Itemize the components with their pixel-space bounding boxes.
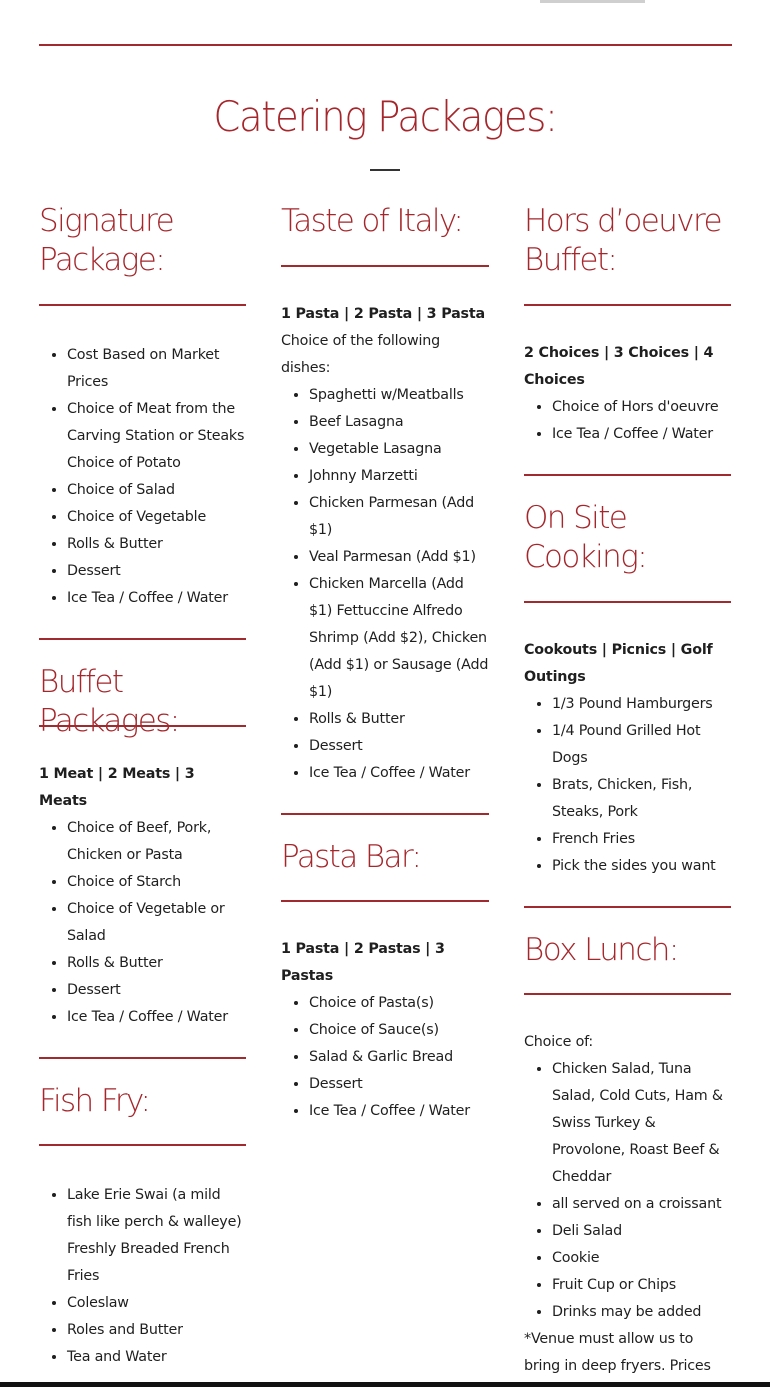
list-item: • Dessert [67, 977, 246, 1004]
list-item: • Vegetable Lasagna [309, 436, 489, 463]
section-rule [39, 1144, 246, 1146]
list-item: • Dessert [309, 733, 489, 760]
fish-fry-item-list [39, 1182, 246, 1371]
list-item: • Choice of Hors d'oeuvre [552, 394, 731, 421]
section-rule [524, 304, 731, 306]
section-rule [281, 265, 489, 267]
list-item: • Beef Lasagna [309, 409, 489, 436]
list-item: • Brats, Chicken, Fish, Steaks, Pork [552, 772, 731, 826]
italy-item-list [281, 382, 489, 787]
section-title-box-lunch: Box Lunch: [524, 932, 678, 968]
hors-item-list [524, 394, 731, 448]
list-item: • Fruit Cup or Chips [552, 1272, 731, 1299]
list-item: • Choice of Starch [67, 869, 246, 896]
list-item: • Deli Salad [552, 1218, 731, 1245]
list-item: • Roles and Butter [67, 1317, 246, 1344]
column-left [39, 200, 246, 1371]
list-item: • Salad & Garlic Bread [309, 1044, 489, 1071]
section-rule [524, 601, 731, 603]
section-rule [39, 1057, 246, 1059]
list-item: • Tea and Water [67, 1344, 246, 1371]
list-item: • Choice of Vegetable [67, 504, 246, 531]
list-item: • Ice Tea / Coffee / Water [309, 760, 489, 787]
list-item: • Choice of Meat from the Carving Station or Steaks Choice of Potato [67, 396, 246, 477]
section-rule [524, 993, 731, 995]
list-item: • Chicken Marcella (Add $1) Fettuccine Alfredo Shrimp (Add $2), Chicken (Add $1) or Sausage (Add $1) [309, 571, 489, 706]
list-item: • Rolls & Butter [67, 531, 246, 558]
hors-options: 2 Choices | 3 Choices | 4 Choices [524, 345, 714, 388]
list-item: • Rolls & Butter [67, 950, 246, 977]
box-lunch-note: *Venue must allow us to bring in deep fryers. Prices [524, 1331, 711, 1374]
italy-options: 1 Pasta | 2 Pasta | 3 Pasta [281, 306, 485, 322]
list-item: • Choice of Beef, Pork, Chicken or Pasta [67, 815, 246, 869]
list-item: • Drinks may be added [552, 1299, 731, 1326]
section-rule [281, 813, 489, 815]
pasta-bar-item-list [281, 990, 489, 1125]
list-item: • Pick the sides you want [552, 853, 731, 880]
section-title-italy: Taste of Italy: [281, 203, 463, 239]
section-rule [281, 900, 489, 902]
column-right [524, 200, 731, 1380]
section-rule [39, 638, 246, 640]
buffet-options: 1 Meat | 2 Meats | 3 Meats [39, 766, 195, 809]
column-middle [281, 200, 489, 1125]
top-divider [39, 44, 732, 46]
bottom-bar [0, 1382, 770, 1387]
section-title-signature: Signature Package: [39, 203, 174, 278]
section-title-on-site: On Site Cooking: [524, 500, 647, 575]
hors-doeuvre-section [524, 200, 731, 448]
signature-package-section [39, 200, 246, 612]
section-rule [524, 906, 731, 908]
box-lunch-intro: Choice of: [524, 1034, 594, 1050]
list-item: • Johnny Marzetti [309, 463, 489, 490]
section-rule [524, 474, 731, 476]
list-item: • Ice Tea / Coffee / Water [309, 1098, 489, 1125]
section-title-hors-doeuvre: Hors d’oeuvre Buffet: [524, 203, 721, 278]
list-item: • 1/4 Pound Grilled Hot Dogs [552, 718, 731, 772]
list-item: • Chicken Salad, Tuna Salad, Cold Cuts, Ham & Swiss Turkey & Provolone, Roast Beef & Cheddar [552, 1056, 731, 1191]
title-dash [370, 169, 400, 171]
list-item: • Dessert [309, 1071, 489, 1098]
list-item: • Choice of Salad [67, 477, 246, 504]
section-title-pasta-bar: Pasta Bar: [281, 839, 421, 875]
list-item: • Cost Based on Market Prices [67, 342, 246, 396]
list-item: • Choice of Sauce(s) [309, 1017, 489, 1044]
list-item: • Choice of Pasta(s) [309, 990, 489, 1017]
section-title-buffet: Buffet Packages: [39, 664, 179, 739]
list-item: • all served on a croissant [552, 1191, 731, 1218]
box-lunch-item-list [524, 1056, 731, 1326]
list-item: • Ice Tea / Coffee / Water [67, 585, 246, 612]
list-item: • Ice Tea / Coffee / Water [552, 421, 731, 448]
top-cut-element [540, 0, 645, 3]
list-item: • Lake Erie Swai (a mild fish like perch & walleye) Freshly Breaded French Fries [67, 1182, 246, 1290]
list-item: • Spaghetti w/Meatballs [309, 382, 489, 409]
list-item: • Veal Parmesan (Add $1) [309, 544, 489, 571]
list-item: • Chicken Parmesan (Add $1) [309, 490, 489, 544]
pasta-bar-options: 1 Pasta | 2 Pastas | 3 Pastas [281, 941, 445, 984]
buffet-packages-section [39, 638, 246, 1031]
on-site-options: Cookouts | Picnics | Golf Outings [524, 642, 713, 685]
signature-item-list [39, 342, 246, 612]
on-site-item-list [524, 691, 731, 880]
list-item: • Ice Tea / Coffee / Water [67, 1004, 246, 1031]
list-item: • Coleslaw [67, 1290, 246, 1317]
section-rule [39, 304, 246, 306]
pasta-bar-section [281, 813, 489, 1125]
list-item: • 1/3 Pound Hamburgers [552, 691, 731, 718]
section-title-fish-fry: Fish Fry: [39, 1083, 150, 1119]
list-item: • French Fries [552, 826, 731, 853]
box-lunch-section [524, 906, 731, 1380]
list-item: • Cookie [552, 1245, 731, 1272]
page-title: Catering Packages: [213, 92, 557, 141]
list-item: • Choice of Vegetable or Salad [67, 896, 246, 950]
list-item: • Dessert [67, 558, 246, 585]
list-item: • Rolls & Butter [309, 706, 489, 733]
buffet-item-list [39, 815, 246, 1031]
italy-intro: Choice of the following dishes: [281, 333, 440, 376]
on-site-cooking-section [524, 474, 731, 880]
taste-of-italy-section [281, 200, 489, 787]
fish-fry-section [39, 1057, 246, 1371]
